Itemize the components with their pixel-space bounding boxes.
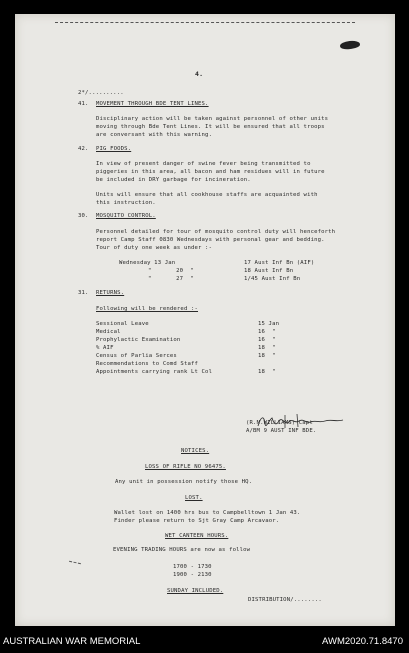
item-heading: MOVEMENT THROUGH BDE TENT LINES. xyxy=(96,101,209,107)
notice-closing: SUNDAY INCLUDED. xyxy=(167,588,224,594)
item-number: 30. xyxy=(78,213,89,219)
return-date: 18 " xyxy=(258,369,276,375)
archive-reference: AWM2020.71.8470 xyxy=(322,636,403,647)
return-date: 18 " xyxy=(258,353,276,359)
notices-title: NOTICES. xyxy=(181,448,210,454)
return-label: Medical xyxy=(96,329,121,335)
notice-line: Any unit in possession notify those HQ. xyxy=(115,479,253,485)
signatory-name: (R.N.WILLIAMS) Capt xyxy=(246,420,313,426)
trading-hours: 1900 - 2130 xyxy=(173,572,212,578)
return-date: 16 " xyxy=(258,329,276,335)
return-label: Prophylactic Examination xyxy=(96,337,181,343)
reference-marker: 2*/.......... xyxy=(78,90,124,96)
punch-hole xyxy=(340,40,361,50)
item-heading: MOSQUITO CONTROL. xyxy=(96,213,156,219)
signatory-role: A/BM 9 AUST INF BDE. xyxy=(246,428,317,434)
notice-line: Finder please return to Sjt Gray Camp Arcavaor. xyxy=(114,518,280,524)
archive-name: AUSTRALIAN WAR MEMORIAL xyxy=(3,636,141,647)
schedule-day: " 20 " xyxy=(148,268,194,274)
item-line: In view of present danger of swine fever being transmitted to xyxy=(96,161,311,167)
item-number: 41. xyxy=(78,101,89,107)
item-line: Personnel detailed for tour of mosquito control duty will henceforth xyxy=(96,229,336,235)
return-label: Recommendations to Comd Staff xyxy=(96,361,199,367)
return-label: Census of Parlia Serces xyxy=(96,353,177,359)
item-heading: RETURNS. xyxy=(96,290,125,296)
archive-caption-bar xyxy=(0,631,409,653)
schedule-day: Wednesday 13 Jan xyxy=(119,260,176,266)
return-label: % AIF xyxy=(96,345,114,351)
returns-intro: Following will be rendered :- xyxy=(96,306,199,312)
return-label: Sessional Leave xyxy=(96,321,149,327)
return-label: Appointments carrying rank Lt Col xyxy=(96,369,213,375)
item-line: Tour of duty one week as under :- xyxy=(96,245,213,251)
document-page xyxy=(15,14,395,626)
return-date: 15 Jan xyxy=(258,321,280,327)
item-heading: PIG FOODS. xyxy=(96,146,132,152)
item-number: 31. xyxy=(78,290,89,296)
page-number: 4. xyxy=(195,70,204,78)
trading-hours: 1700 - 1730 xyxy=(173,564,212,570)
schedule-unit: 18 Aust Inf Bn xyxy=(244,268,294,274)
notice-heading: LOSS OF RIFLE NO 96475. xyxy=(145,464,226,470)
item-number: 42. xyxy=(78,146,89,152)
return-date: 18 " xyxy=(258,345,276,351)
item-line: Units will ensure that all cookhouse staffs are acquainted with xyxy=(96,192,318,198)
schedule-day: " 27 " xyxy=(148,276,194,282)
notice-line: EVENING TRADING HOURS are now as follow xyxy=(113,547,251,553)
item-line: Disciplinary action will be taken against personnel of other units xyxy=(96,116,329,122)
notice-heading: LOST. xyxy=(185,495,203,501)
item-line: this instruction. xyxy=(96,200,156,206)
item-line: are conversant with this warning. xyxy=(96,132,213,138)
top-dashed-rule xyxy=(55,22,355,23)
footer-marker: DISTRIBUTION/........ xyxy=(248,597,322,603)
item-line: moving through Bde Tent Lines. It will be ensured that all troops xyxy=(96,124,325,130)
notice-heading: WET CANTEEN HOURS. xyxy=(165,533,229,539)
return-date: 16 " xyxy=(258,337,276,343)
schedule-unit: 1/45 Aust Inf Bn xyxy=(244,276,301,282)
margin-mark xyxy=(69,561,81,564)
item-line: report Camp Staff 0830 Wednesdays with personal gear and bedding. xyxy=(96,237,325,243)
item-line: piggeries in this area, all bacon and ham residues will in future xyxy=(96,169,325,175)
notice-line: Wallet lost on 1400 hrs bus to Campbelltown 1 Jan 43. xyxy=(114,510,301,516)
schedule-unit: 17 Aust Inf Bn (AIF) xyxy=(244,260,315,266)
item-line: be included in DRY garbage for incineration. xyxy=(96,177,251,183)
